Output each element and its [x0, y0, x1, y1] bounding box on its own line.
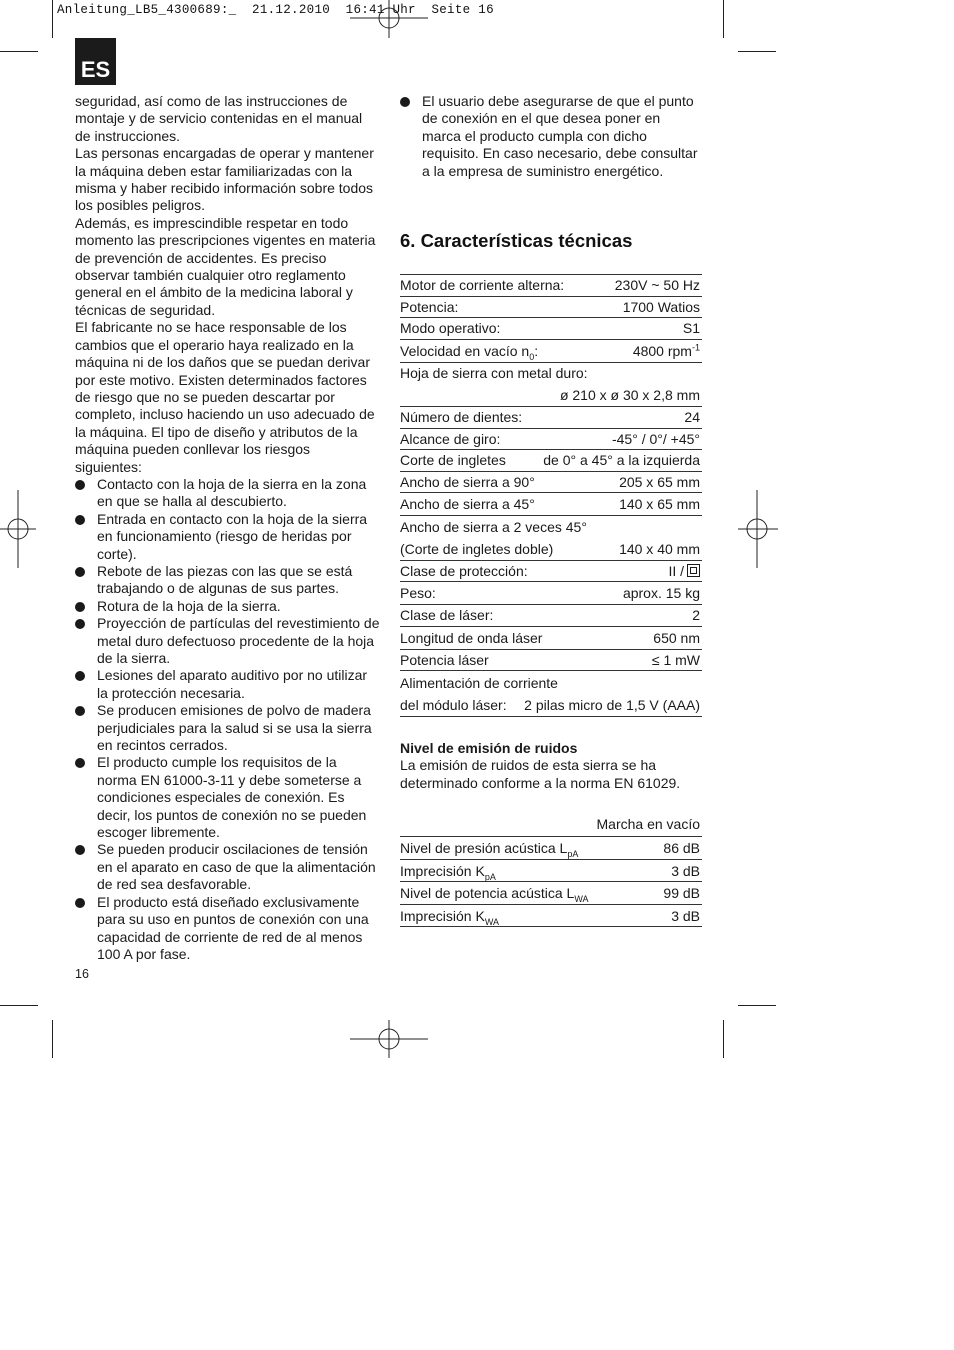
registration-mark-icon: [350, 0, 428, 40]
list-item: Contacto con la hoja de la sierra en la zona en que se halla al descubierto.: [75, 476, 380, 511]
bullet-icon: [75, 480, 85, 490]
right-column: [400, 93, 702, 180]
paragraph: El fabricante no se hace responsable de los cambios que el operario haya realizado en la máquina ni de los daños que se puedan derivar por este motivo. Existen determinados factores de riesgo que no se pueden descartar por completo, incluso haciendo un uso adecuado de la máquina. El tipo de diseño y atributos de la máquina pueden conllevar los riesgos siguientes:: [75, 319, 375, 475]
list-item: Se producen emisiones de polvo de madera perjudiciales para la salud si se usa la sierra en recintos cerrados.: [75, 702, 380, 754]
page-number: 16: [75, 967, 89, 981]
paragraph: Además, es imprescindible respetar en todo momento las prescripciones vigentes en materia de prevención de accidentes. Es preciso observar también cualquier otro reglamento general en el ámbito de la medicina laboral y técnicas de seguridad.: [75, 214, 376, 318]
noise-table: [400, 812, 702, 927]
section-title: 6. Características técnicas: [400, 230, 633, 251]
paragraph: Las personas encargadas de operar y mantener la máquina deben estar familiarizadas con la misma y haber recibido información sobre todos los posibles peligros.: [75, 145, 374, 214]
table-row: Potencia láser ≤ 1 mW: [400, 650, 702, 672]
table-row: Nivel de potencia acústica $L_{WA}$ 99 dB: [400, 882, 702, 905]
list-item: Entrada en contacto con la hoja de la sierra en funcionamiento (riesgo de heridas por corte).: [75, 511, 380, 563]
table-row: Alcance de giro: -45° / 0°/ +45°: [400, 429, 702, 451]
list-item: Rebote de las piezas con las que se está trabajando o de algunas de sus partes.: [75, 563, 380, 598]
registration-mark-icon: [350, 1020, 428, 1058]
noise-subheading: Nivel de emisión de ruidos: [400, 740, 578, 756]
bullet-icon: [75, 515, 85, 525]
table-row: ø 210 x ø 30 x 2,8 mm: [400, 384, 702, 407]
table-row: Corte de ingletes de 0° a 45° a la izquierda: [400, 450, 702, 472]
table-row: Hoja de sierra con metal duro:: [400, 365, 588, 382]
bullet-icon: [400, 97, 410, 107]
crop-mark: [738, 1005, 776, 1006]
crop-mark: [52, 1020, 53, 1058]
bullet-icon: [75, 898, 85, 908]
risk-list: [75, 476, 380, 963]
crop-mark: [723, 0, 724, 38]
bullet-icon: [75, 706, 85, 716]
table-row: Potencia: 1700 Watios: [400, 297, 702, 319]
table-row: Velocidad en vacío $n_0$: 4800 rpm$^{-1}$: [400, 340, 702, 363]
list-item: Lesiones del aparato auditivo por no utilizar la protección necesaria.: [75, 667, 380, 702]
connection-list: [400, 93, 702, 180]
noise-column-header: Marcha en vacío: [400, 812, 702, 837]
table-row: Modo operativo: S1: [400, 318, 702, 340]
table-row: Imprecisión $K_{WA}$ 3 dB: [400, 905, 702, 927]
table-row: Longitud de onda láser 650 nm: [400, 627, 702, 650]
list-item: El usuario debe asegurarse de que el punto de conexión en el que desea poner en marca el producto cumpla con dicho requisito. En caso necesario, debe consultar a la empresa de suministro energético.: [400, 93, 702, 180]
bullet-icon: [75, 619, 85, 629]
table-row: Número de dientes: 24: [400, 407, 702, 429]
table-row: del módulo láser: 2 pilas micro de 1,5 V (AAA): [400, 694, 702, 717]
crop-mark: [0, 1005, 38, 1006]
table-row: Motor de corriente alterna: 230V ~ 50 Hz: [400, 274, 702, 297]
list-item: El producto cumple los requisitos de la norma EN 61000-3-11 y debe someterse a condiciones especiales de conexión. Es decir, los puntos de conexión no se pueden escoger libremente.: [75, 754, 380, 841]
bullet-icon: [75, 845, 85, 855]
table-row: Nivel de presión acústica $L_{pA}$ 86 dB: [400, 837, 702, 860]
print-header: Anleitung_LB5_4300689:_ 21.12.2010 16:41 Uhr Seite 16: [57, 3, 494, 17]
language-badge: ES: [75, 38, 116, 85]
list-item: Proyección de partículas del revestimiento de metal duro defectuoso procedente de la hoja de la sierra.: [75, 615, 380, 667]
paragraph: seguridad, así como de las instrucciones de montaje y de servicio contenidas en el manual de instrucciones.: [75, 93, 363, 144]
registration-mark-icon: [0, 490, 36, 568]
bullet-icon: [75, 567, 85, 577]
bullet-icon: [75, 671, 85, 681]
crop-mark: [738, 51, 776, 52]
table-row: Ancho de sierra a 90° 205 x 65 mm: [400, 472, 702, 494]
left-column: [75, 93, 380, 963]
table-row: Peso: aprox. 15 kg: [400, 582, 702, 605]
table-row: Ancho de sierra a 45° 140 x 65 mm: [400, 493, 702, 516]
noise-text: La emisión de ruidos de esta sierra se ha determinado conforme a la norma EN 61029.: [400, 757, 681, 791]
table-row: Ancho de sierra a 2 veces 45°: [400, 518, 587, 535]
crop-mark: [0, 51, 38, 52]
table-row: Imprecisión $K_{pA}$ 3 dB: [400, 860, 702, 882]
crop-mark: [723, 1020, 724, 1058]
table-row: Alimentación de corriente: [400, 674, 558, 691]
list-item: Rotura de la hoja de la sierra.: [75, 598, 380, 615]
list-item: El producto está diseñado exclusivamente para su uso en puntos de conexión con una capacidad de corriente de red de al menos 100 A por fase.: [75, 894, 380, 964]
registration-mark-icon: [738, 490, 778, 568]
table-row: (Corte de ingletes doble) 140 x 40 mm: [400, 538, 702, 561]
crop-mark: [52, 0, 53, 38]
table-row: Clase de láser: 2: [400, 605, 702, 627]
table-row: Clase de protección: II /: [400, 561, 702, 583]
protection-class-icon: [687, 564, 700, 577]
noise-section: [400, 740, 702, 792]
bullet-icon: [75, 602, 85, 612]
bullet-icon: [75, 758, 85, 768]
spec-table: [400, 274, 702, 717]
list-item: Se pueden producir oscilaciones de tensión en el aparato en caso de que la alimentación de red sea desfavorable.: [75, 841, 380, 893]
